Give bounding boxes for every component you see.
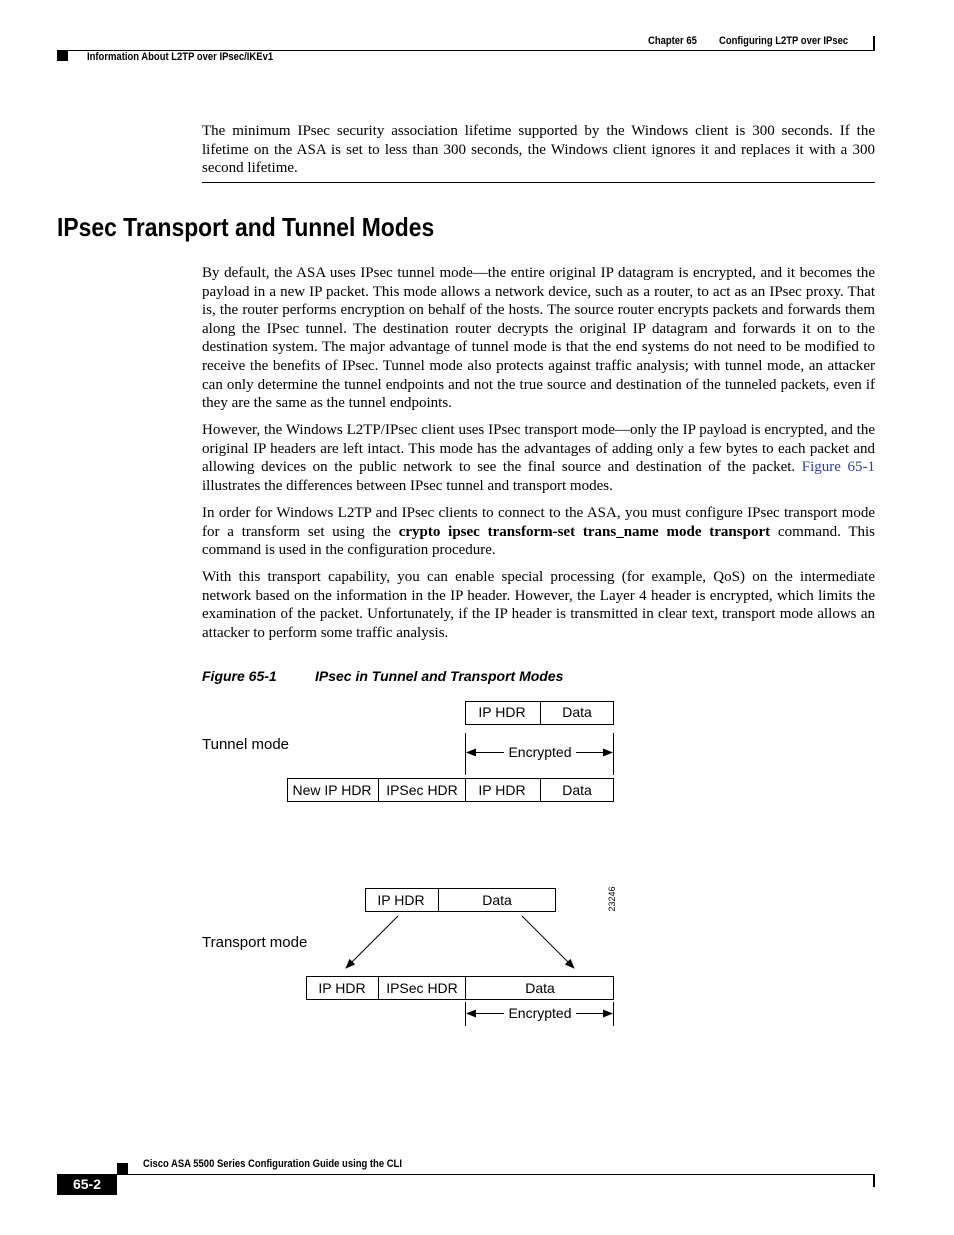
paragraph-text: illustrates the differences between IPsec tunnel and transport modes. xyxy=(202,477,613,494)
tunnel-ipsec-hdr: IPSec HDR xyxy=(386,782,458,798)
page-number: 65-2 xyxy=(57,1174,117,1195)
tunnel-new-data: Data xyxy=(562,782,592,798)
tunnel-mode-label: Tunnel mode xyxy=(202,736,289,753)
tunnel-encrypted-label: Encrypted xyxy=(508,744,572,760)
paragraph-text: In order for Windows L2TP and IPsec clients to connect to the ASA, you must configure IPsec transport mode for a transform set using the xyxy=(202,505,875,540)
figure-id-number: 23246 xyxy=(607,886,617,912)
footer-book-title: Cisco ASA 5500 Series Configuration Guide using the CLI xyxy=(143,1158,402,1170)
figure-number: Figure 65-1 xyxy=(202,668,277,684)
transport-arrow-left xyxy=(346,916,398,968)
tunnel-new-ip-hdr: New IP HDR xyxy=(292,782,372,798)
paragraph-text: command. This command is used in the configuration procedure. xyxy=(202,523,876,559)
figure-link[interactable]: Figure 65-1 xyxy=(801,459,875,476)
tunnel-new-ip-hdr-inner: IP HDR xyxy=(478,782,526,798)
footer-right-tick xyxy=(873,1175,875,1187)
command-text: crypto ipsec transform-set trans_name mode transport xyxy=(398,523,771,540)
paragraph-transport-capability: With this transport capability, you can enable special processing (for example, QoS) on the intermediate network based on the information in the IP header. However, the Layer 4 header is encrypted, which limits the examination of the packet. Unfortunately, if the IP header is transmitted in clear text, transport mode allows an attacker to perform some traffic analysis. xyxy=(202,569,875,641)
transport-encrypted-label: Encrypted xyxy=(508,1005,572,1021)
transport-ipsec-hdr: IPSec HDR xyxy=(386,980,458,996)
header-section: Information About L2TP over IPsec/IKEv1 xyxy=(87,51,274,63)
transport-new-ip-hdr: IP HDR xyxy=(318,980,366,996)
section-title: IPsec Transport and Tunnel Modes xyxy=(57,212,435,242)
figure-title: IPsec in Tunnel and Transport Modes xyxy=(315,668,564,684)
paragraph-tunnel-mode: By default, the ASA uses IPsec tunnel mode—the entire original IP datagram is encrypted, and it becomes the payload in a new IP packet. This mode allows a network device, such as a router, to act as an IPsec proxy. That is, the router performs encryption on behalf of the hosts. The source router encrypts packets and forwards them along the IPsec tunnel. The destination router decrypts the original IP datagram and forwards it on to the destination system. The major advantage of tunnel mode is that the end systems do not need to be modified to receive the benefits of IPsec. Tunnel mode also protects against traffic analysis; with tunnel mode, an attacker can only determine the tunnel endpoints and not the true source and destination of the tunneled packets, even if they are the same as the tunnel endpoints. xyxy=(202,265,875,412)
transport-arrow-right xyxy=(522,916,574,968)
intro-paragraph: The minimum IPsec security association lifetime supported by the Windows client is 300 seconds. If the lifetime on the ASA is set to less than 300 seconds, the Windows client ignores it and replaces it with a 300 second lifetime. xyxy=(202,123,875,177)
transport-new-data: Data xyxy=(525,980,555,996)
paragraph-text: However, the Windows L2TP/IPsec client uses IPsec transport mode—only the IP payload is encrypted, and the original IP headers are left intact. This mode has the advantages of adding only a few bytes to each packet and allowing devices on the public network to see the final source and destination of the packet. xyxy=(202,422,875,476)
header-chapter-title: Configuring L2TP over IPsec xyxy=(719,35,849,47)
transport-mode-label: Transport mode xyxy=(202,934,308,951)
footer-block-marker xyxy=(117,1163,128,1174)
footer-rule xyxy=(57,1174,875,1175)
tunnel-orig-ip-hdr: IP HDR xyxy=(478,704,526,720)
transport-orig-ip-hdr: IP HDR xyxy=(377,892,425,908)
transport-orig-data: Data xyxy=(482,892,512,908)
header-chapter: Chapter 65 xyxy=(648,35,697,47)
tunnel-orig-data: Data xyxy=(562,704,592,720)
